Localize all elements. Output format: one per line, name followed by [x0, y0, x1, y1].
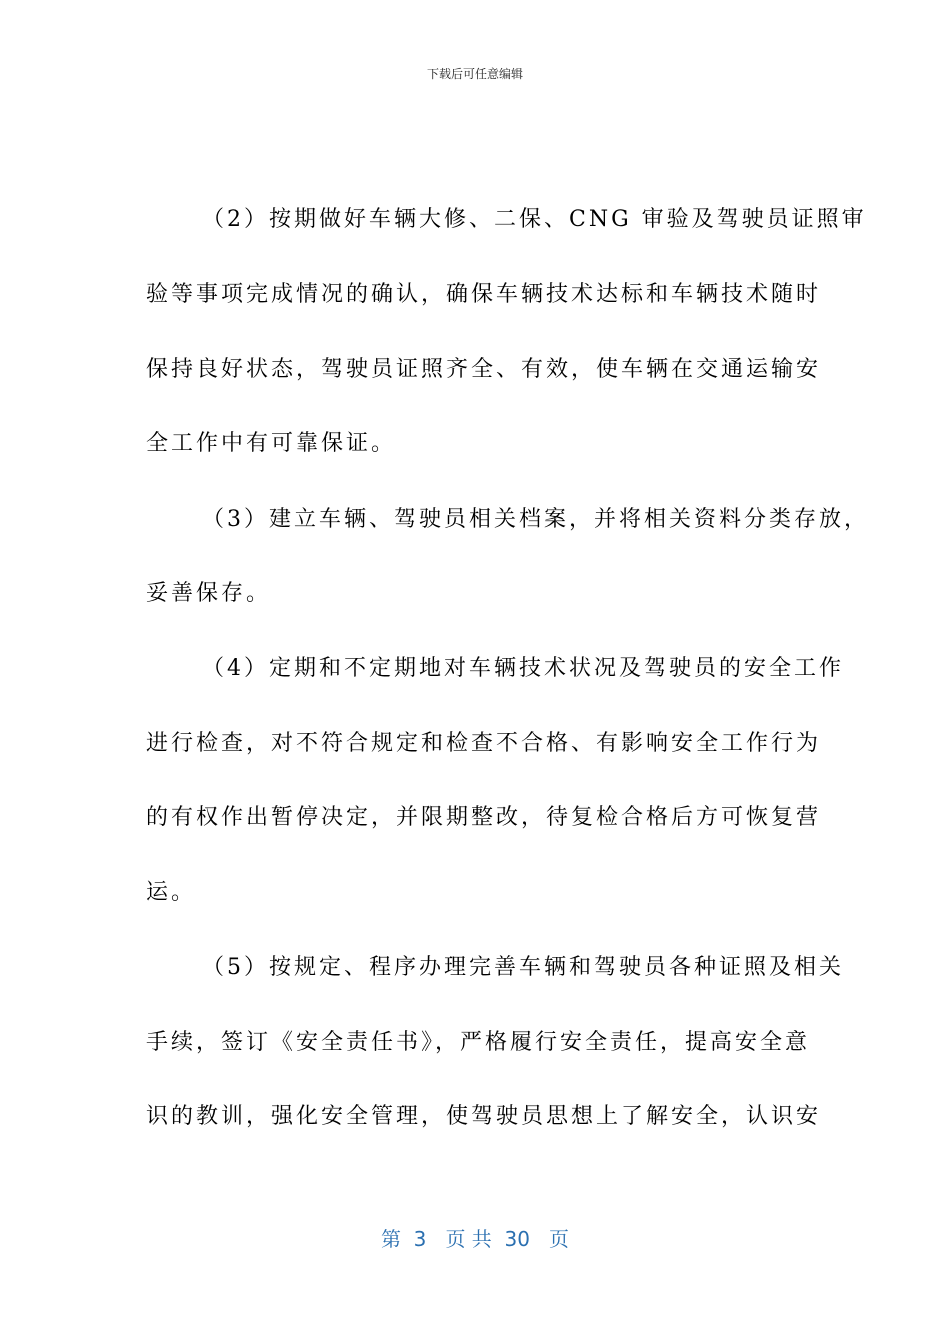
paragraph-5-line-2: 手续，签订《安全责任书》，严格履行安全责任，提高安全意: [146, 1030, 811, 1055]
paragraph-4-line-4: 运。: [146, 880, 197, 905]
page-header: 下载后可任意编辑: [426, 67, 523, 81]
paragraph-4-line-1: （4）定期和不定期地对车辆技术状况及驾驶员的安全工作: [202, 656, 844, 681]
paragraph-2-line-3: 保持良好状态，驾驶员证照齐全、有效，使车辆在交通运输安: [146, 357, 822, 382]
paragraph-2-line-2: 验等事项完成情况的确认，确保车辆技术达标和车辆技术随时: [146, 282, 822, 307]
paragraph-5-line-1: （5）按规定、程序办理完善车辆和驾驶员各种证照及相关: [202, 955, 844, 980]
paragraph-5-line-3: 识的教训，强化安全管理，使驾驶员思想上了解安全，认识安: [146, 1104, 822, 1129]
paragraph-2-line-4: 全工作中有可靠保证。: [146, 431, 397, 456]
paragraph-3-line-2: 妥善保存。: [146, 581, 272, 606]
paragraph-2-line-1: （2）按期做好车辆大修、二保、CNG 审验及驾驶员证照审: [202, 207, 867, 232]
page-number-footer: 第 3 页 共 30 页: [380, 1227, 570, 1251]
paragraph-3-line-1: （3）建立车辆、驾驶员相关档案，并将相关资料分类存放，: [202, 507, 869, 532]
paragraph-4-line-2: 进行检查，对不符合规定和检查不合格、有影响安全工作行为: [146, 731, 822, 756]
paragraph-4-line-3: 的有权作出暂停决定，并限期整改，待复检合格后方可恢复营: [146, 805, 822, 830]
